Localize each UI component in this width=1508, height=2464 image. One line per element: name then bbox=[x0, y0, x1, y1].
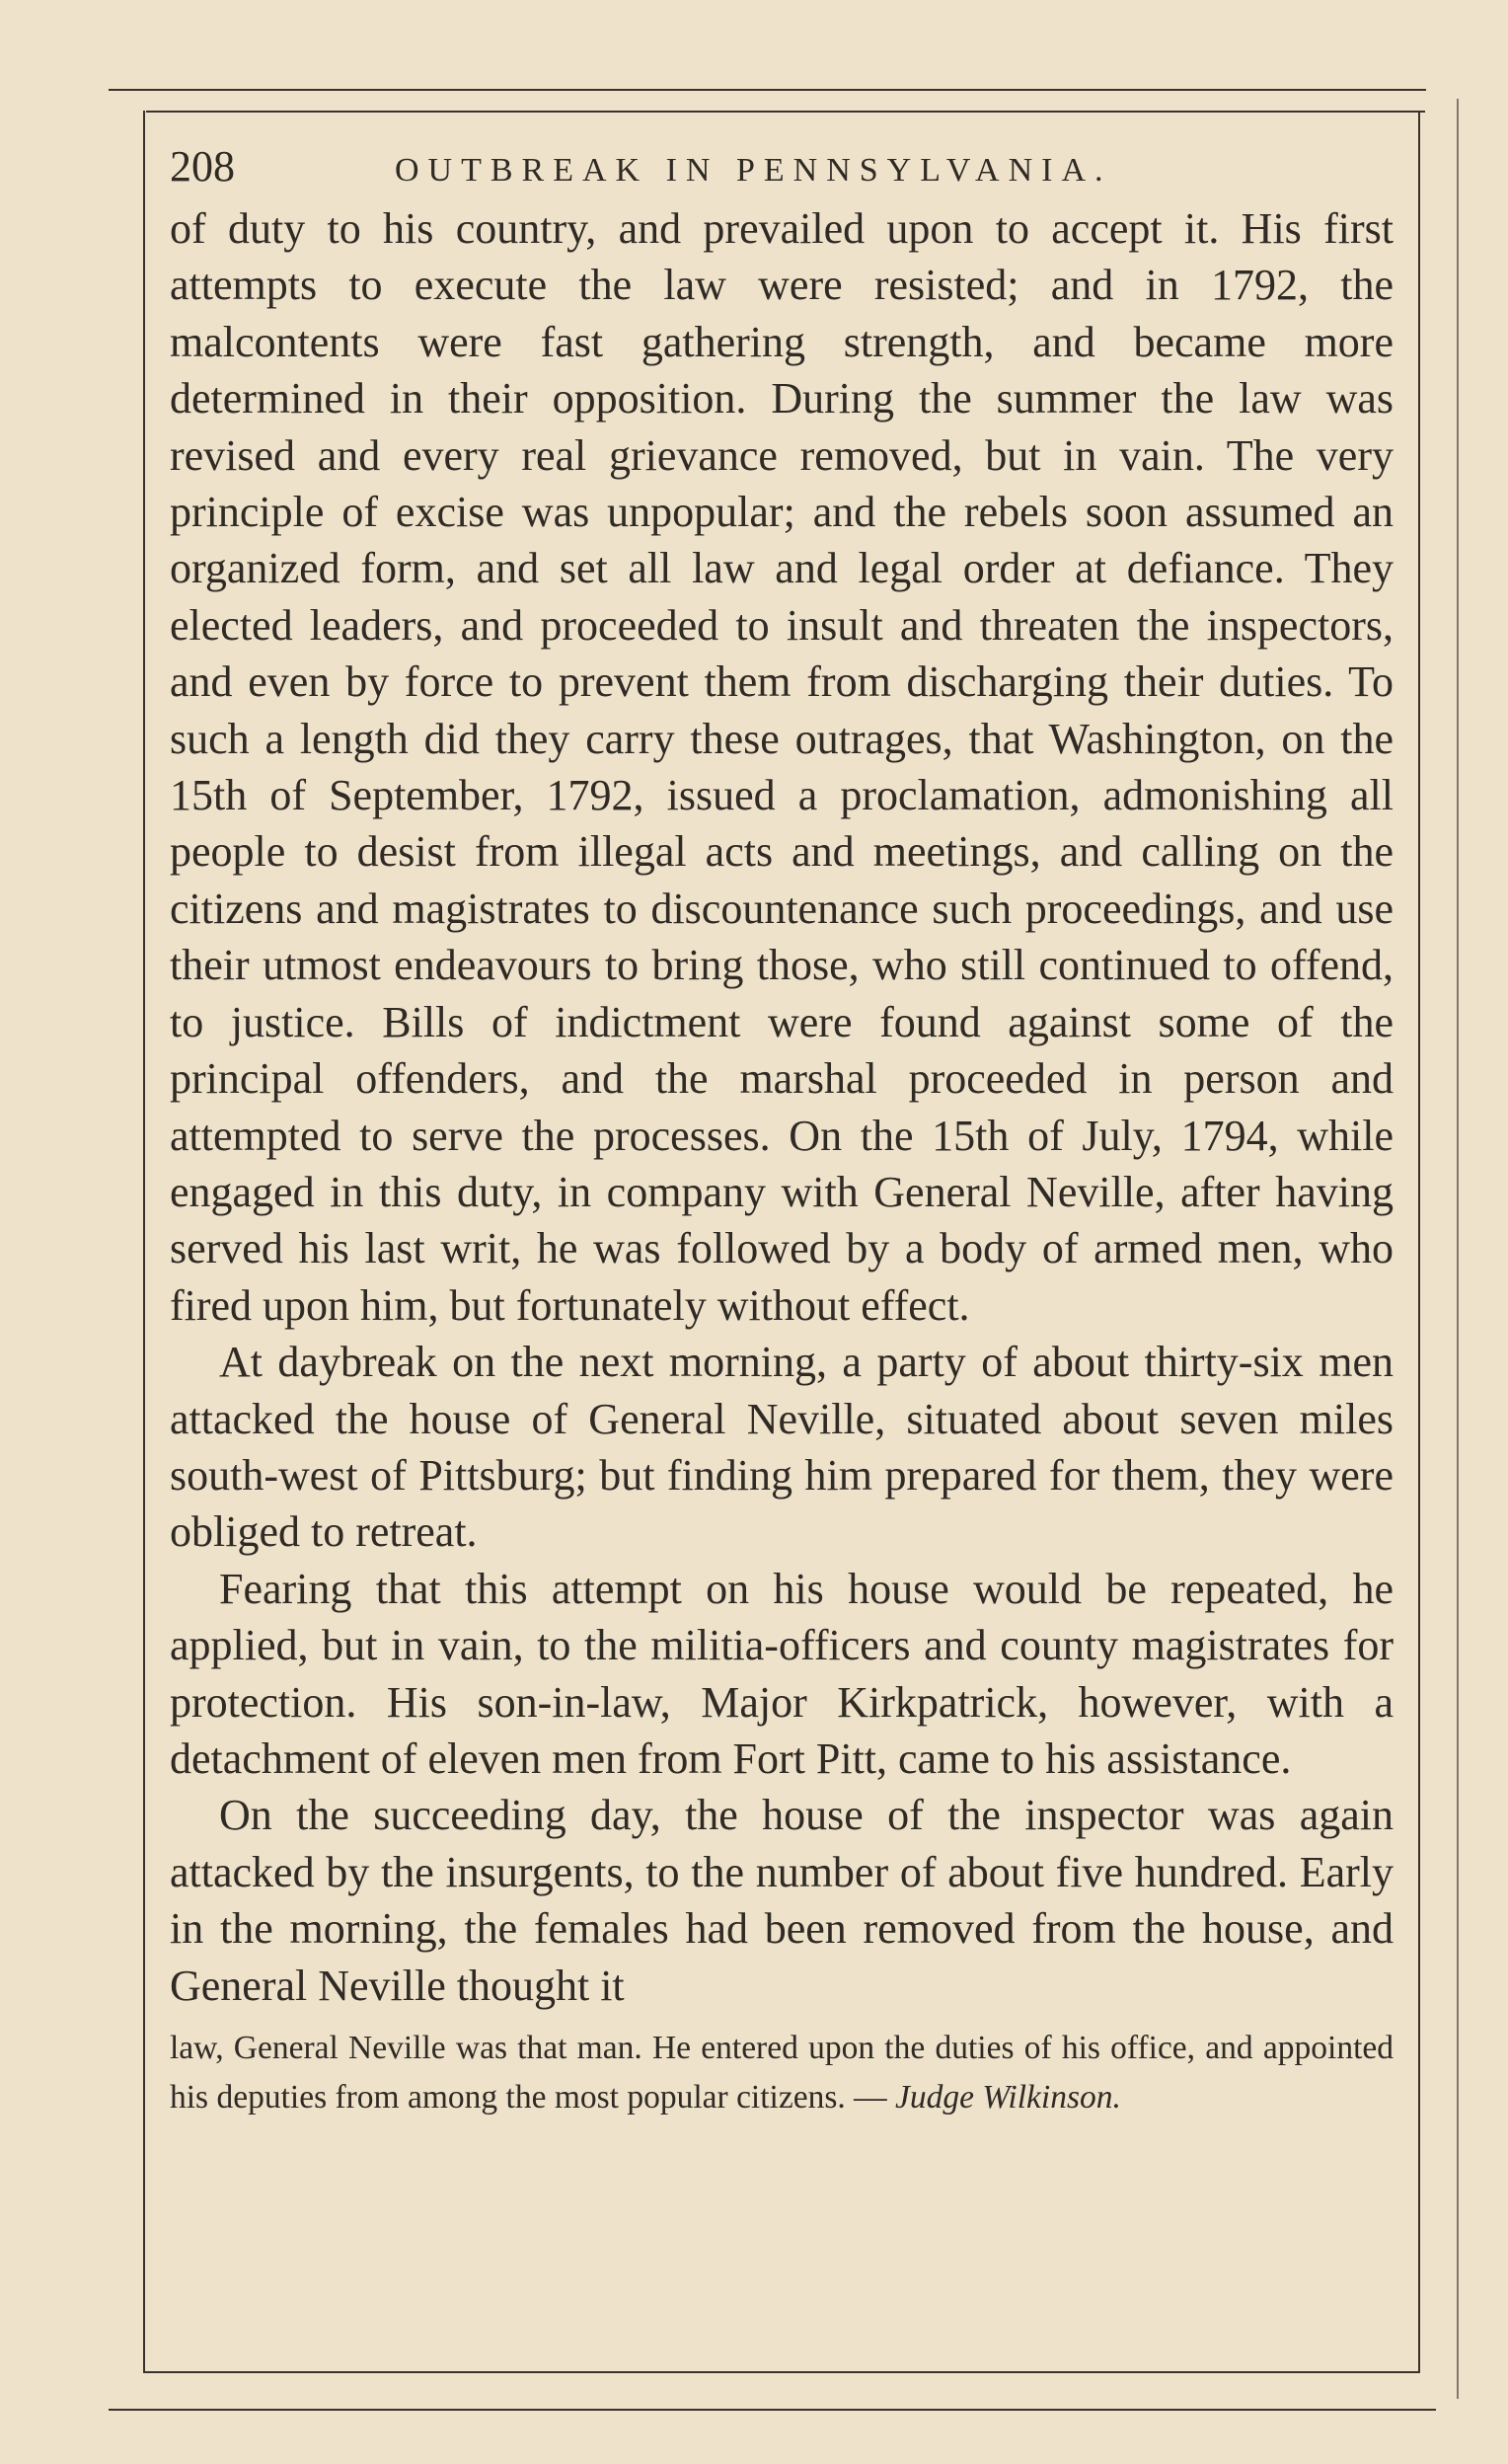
footnote-text: law, General Neville was that man. He entered upon the duties of his office, and appointed his deputies from among the most popular citizens. — bbox=[170, 2030, 1394, 2116]
frame-bottom-outer-rule bbox=[109, 2409, 1436, 2411]
footnote-attribution: Judge Wilkinson. bbox=[895, 2078, 1121, 2116]
frame-bottom-inner-rule bbox=[143, 2371, 1420, 2373]
frame-right-outer-rule bbox=[1457, 99, 1459, 2399]
frame-top-inner-rule bbox=[146, 111, 1425, 113]
book-page bbox=[170, 141, 1394, 2121]
page-header bbox=[170, 141, 1394, 200]
frame-right-inner-rule bbox=[1418, 111, 1420, 2371]
page-number: 208 bbox=[170, 142, 235, 191]
frame-left-inner-rule bbox=[143, 111, 145, 2371]
footnote bbox=[170, 2024, 1394, 2121]
body-text bbox=[170, 200, 1394, 2014]
frame-top-outer-rule bbox=[109, 89, 1426, 91]
running-head: OUTBREAK IN PENNSYLVANIA. bbox=[395, 152, 1112, 189]
paragraph: At daybreak on the next morning, a party of about thirty-six men attacked the house of General Neville, situated about seven miles south-west of Pittsburg; but finding him prepared for them, they were obliged to retreat. bbox=[170, 1338, 1394, 1557]
paragraph: of duty to his country, and prevailed upon to accept it. His first attempts to execute the law were resisted; and in 1792, the malcontents were fast gathering strength, and became more determined in their opposition. During the summer the law was revised and every real grievance removed, but in vain. The very principle of excise was unpopular; and the rebels soon assumed an organized form, and set all law and legal order at defiance. They elected leaders, and proceeded to insult and threaten the inspectors, and even by force to prevent them from discharging their duties. To such a length did they carry these outrages, that Washington, on the 15th of September, 1792, issued a proclamation, admonishing all people to desist from illegal acts and meetings, and calling on the citizens and magistrates to discountenance such proceedings, and use their utmost endeavours to bring those, who still continued to offend, to justice. Bills of indictment were found against some of the principal offenders, and the marshal proceeded in person and attempted to serve the processes. On the 15th of July, 1794, while engaged in this duty, in company with General Neville, after having served his last writ, he was followed by a body of armed men, who fired upon him, but fortunately without effect. bbox=[170, 204, 1394, 1330]
paragraph: On the succeeding day, the house of the inspector was again attacked by the insurgents, to the number of about five hundred. Early in the morning, the females had been removed from the house, and General Neville thought it bbox=[170, 1791, 1394, 2010]
paragraph: Fearing that this attempt on his house would be repeated, he applied, but in vain, to the militia-officers and county magistrates for protection. His son-in-law, Major Kirkpatrick, however, with a detachment of eleven men from Fort Pitt, came to his assistance. bbox=[170, 1564, 1394, 1783]
